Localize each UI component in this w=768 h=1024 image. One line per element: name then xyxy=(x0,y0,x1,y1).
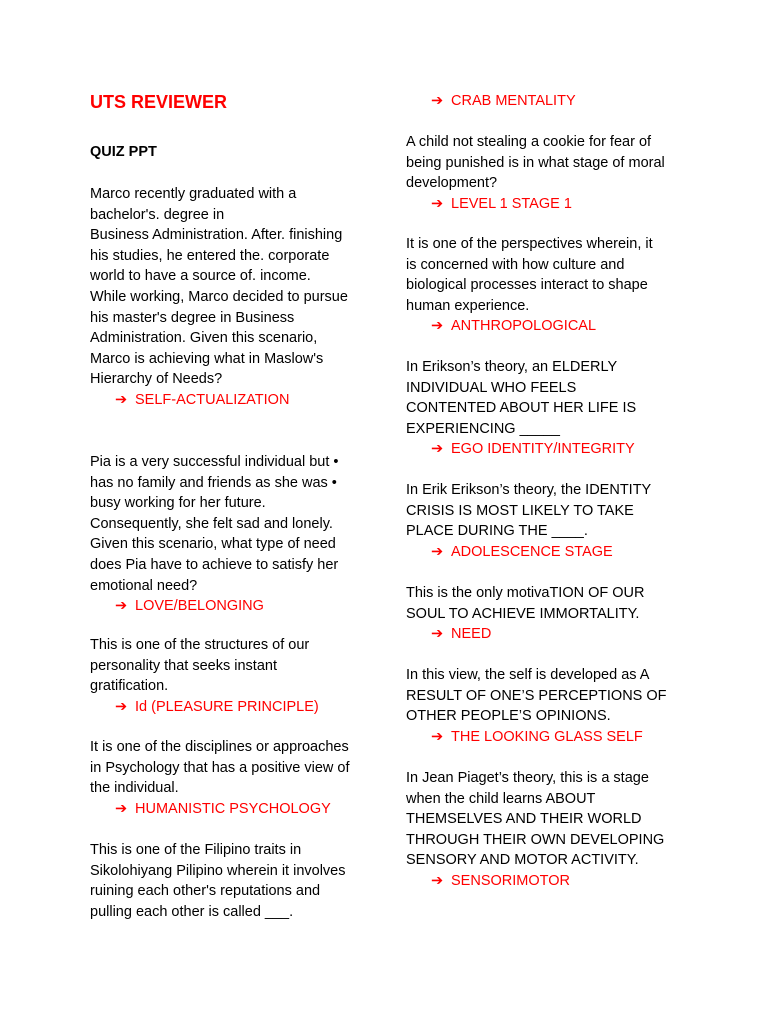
right-item-4 xyxy=(406,357,696,460)
question-line: PLACE DURING THE ____. xyxy=(406,523,588,540)
question-line: SENSORY AND MOTOR ACTIVITY. xyxy=(406,852,639,869)
answer xyxy=(406,316,696,337)
question-text xyxy=(406,234,696,316)
right-item-1 xyxy=(406,91,696,112)
question-line: In Erik Erikson’s theory, the IDENTITY xyxy=(406,482,652,498)
question-line: This is one of the structures of our xyxy=(90,637,310,653)
question-line: This is the only motivaTION OF OUR xyxy=(406,585,645,601)
answer xyxy=(90,697,375,718)
question-line: personality that seeks instant xyxy=(90,657,277,674)
question-line: does Pia have to achieve to satisfy her xyxy=(90,556,339,573)
question-line: Administration. Given this scenario, xyxy=(90,330,318,347)
right-item-5 xyxy=(406,480,696,562)
answer xyxy=(90,596,375,617)
question-line: biological processes interact to shape xyxy=(406,277,648,294)
question-line: being punished is in what stage of moral xyxy=(406,154,665,171)
question-line: This is one of the Filipino traits in xyxy=(90,842,302,858)
right-item-2 xyxy=(406,132,696,214)
arrow-icon: ➔ xyxy=(431,728,444,745)
question-line: busy working for her future. xyxy=(90,495,266,512)
answer-text: THE LOOKING GLASS SELF xyxy=(451,728,643,745)
right-item-8 xyxy=(406,768,696,892)
question-line: when the child learns ABOUT xyxy=(406,790,596,807)
left-item-3 xyxy=(90,635,375,717)
question-line: OTHER PEOPLE’S OPINIONS. xyxy=(406,708,611,725)
question-line: Pia is a very successful individual but • xyxy=(90,454,339,470)
question-text xyxy=(406,132,696,194)
arrow-icon: ➔ xyxy=(115,391,128,408)
question-line: Consequently, she felt sad and lonely. xyxy=(90,515,333,532)
arrow-icon: ➔ xyxy=(115,800,128,817)
question-text xyxy=(406,357,696,439)
section-heading: QUIZ PPT xyxy=(90,144,157,160)
page-title: UTS REVIEWER xyxy=(90,92,228,112)
right-item-3 xyxy=(406,234,696,337)
left-item-1 xyxy=(90,184,375,411)
left-item-2 xyxy=(90,452,375,617)
question-line: SOUL TO ACHIEVE IMMORTALITY. xyxy=(406,605,640,622)
answer-text: NEED xyxy=(451,626,492,643)
question-line: A child not stealing a cookie for fear of xyxy=(406,134,652,150)
answer-text: SENSORIMOTOR xyxy=(451,872,570,889)
question-line: bachelor's. degree in xyxy=(90,206,225,223)
question-line: his master's degree in Business xyxy=(90,309,295,326)
right-item-6 xyxy=(406,583,696,645)
question-line: THROUGH THEIR OWN DEVELOPING xyxy=(406,831,665,848)
arrow-icon: ➔ xyxy=(431,543,444,560)
question-line: human experience. xyxy=(406,297,530,314)
question-line: Business Administration. After. finishing xyxy=(90,227,343,244)
arrow-icon: ➔ xyxy=(431,93,444,109)
question-line: Marco is achieving what in Maslow's xyxy=(90,350,324,367)
question-line: is concerned with how culture and xyxy=(406,256,625,273)
question-text xyxy=(406,480,696,542)
question-text xyxy=(90,184,375,390)
question-line: It is one of the disciplines or approaches xyxy=(90,739,349,755)
question-line: Sikolohiyang Pilipino wherein it involves xyxy=(90,862,346,879)
answer xyxy=(406,871,696,892)
question-line: In Erikson’s theory, an ELDERLY xyxy=(406,359,618,375)
question-line: It is one of the perspectives wherein, it xyxy=(406,236,653,252)
arrow-icon: ➔ xyxy=(431,195,444,212)
left-item-5 xyxy=(90,840,375,922)
arrow-icon: ➔ xyxy=(431,318,444,335)
left-item-4 xyxy=(90,737,375,819)
arrow-icon: ➔ xyxy=(115,698,128,715)
answer-text: LEVEL 1 STAGE 1 xyxy=(451,195,572,212)
question-line: In Jean Piaget’s theory, this is a stage xyxy=(406,770,649,786)
question-line: development? xyxy=(406,175,498,192)
answer-text: SELF-ACTUALIZATION xyxy=(135,391,290,408)
answer-text: HUMANISTIC PSYCHOLOGY xyxy=(135,800,331,817)
question-text xyxy=(406,583,696,624)
question-line: world to have a source of. income. xyxy=(90,268,311,285)
question-line: CONTENTED ABOUT HER LIFE IS xyxy=(406,400,637,417)
question-line: the individual. xyxy=(90,780,179,797)
arrow-icon: ➔ xyxy=(431,441,444,458)
answer xyxy=(406,91,696,112)
question-line: ruining each other's reputations and xyxy=(90,883,321,900)
question-text xyxy=(90,840,375,922)
question-line: his studies, he entered the. corporate xyxy=(90,247,330,264)
question-text xyxy=(90,635,375,697)
answer-text: ADOLESCENCE STAGE xyxy=(451,543,613,560)
question-line: In this view, the self is developed as A xyxy=(406,667,650,683)
answer xyxy=(406,727,696,748)
answer-text: EGO IDENTITY/INTEGRITY xyxy=(451,441,635,458)
question-line: in Psychology that has a positive view of xyxy=(90,759,350,776)
question-line: Marco recently graduated with a xyxy=(90,186,297,202)
answer xyxy=(406,542,696,563)
question-line: gratification. xyxy=(90,678,169,695)
answer xyxy=(90,390,375,411)
question-line: emotional need? xyxy=(90,577,198,594)
answer xyxy=(406,439,696,460)
arrow-icon: ➔ xyxy=(115,598,128,615)
answer-text: Id (PLEASURE PRINCIPLE) xyxy=(135,698,319,715)
question-text xyxy=(90,737,375,799)
question-line: Hierarchy of Needs? xyxy=(90,371,223,388)
question-line: EXPERIENCING _____ xyxy=(406,420,560,437)
question-line: THEMSELVES AND THEIR WORLD xyxy=(406,811,642,828)
answer-text: ANTHROPOLOGICAL xyxy=(451,318,597,335)
answer-text: LOVE/BELONGING xyxy=(135,598,264,615)
question-line: INDIVIDUAL WHO FEELS xyxy=(406,379,577,396)
question-text xyxy=(406,768,696,871)
answer xyxy=(406,624,696,645)
answer xyxy=(90,799,375,820)
arrow-icon: ➔ xyxy=(431,872,444,889)
question-line: has no family and friends as she was • xyxy=(90,474,337,491)
question-text xyxy=(90,452,375,596)
question-line: pulling each other is called ___. xyxy=(90,903,294,920)
right-item-7 xyxy=(406,665,696,747)
question-line: While working, Marco decided to pursue xyxy=(90,288,348,305)
question-line: Given this scenario, what type of need xyxy=(90,536,336,553)
question-text xyxy=(406,665,696,727)
answer-text: CRAB MENTALITY xyxy=(451,93,576,109)
answer xyxy=(406,194,696,215)
question-line: RESULT OF ONE’S PERCEPTIONS OF xyxy=(406,687,667,704)
arrow-icon: ➔ xyxy=(431,626,444,643)
question-line: CRISIS IS MOST LIKELY TO TAKE xyxy=(406,502,634,519)
